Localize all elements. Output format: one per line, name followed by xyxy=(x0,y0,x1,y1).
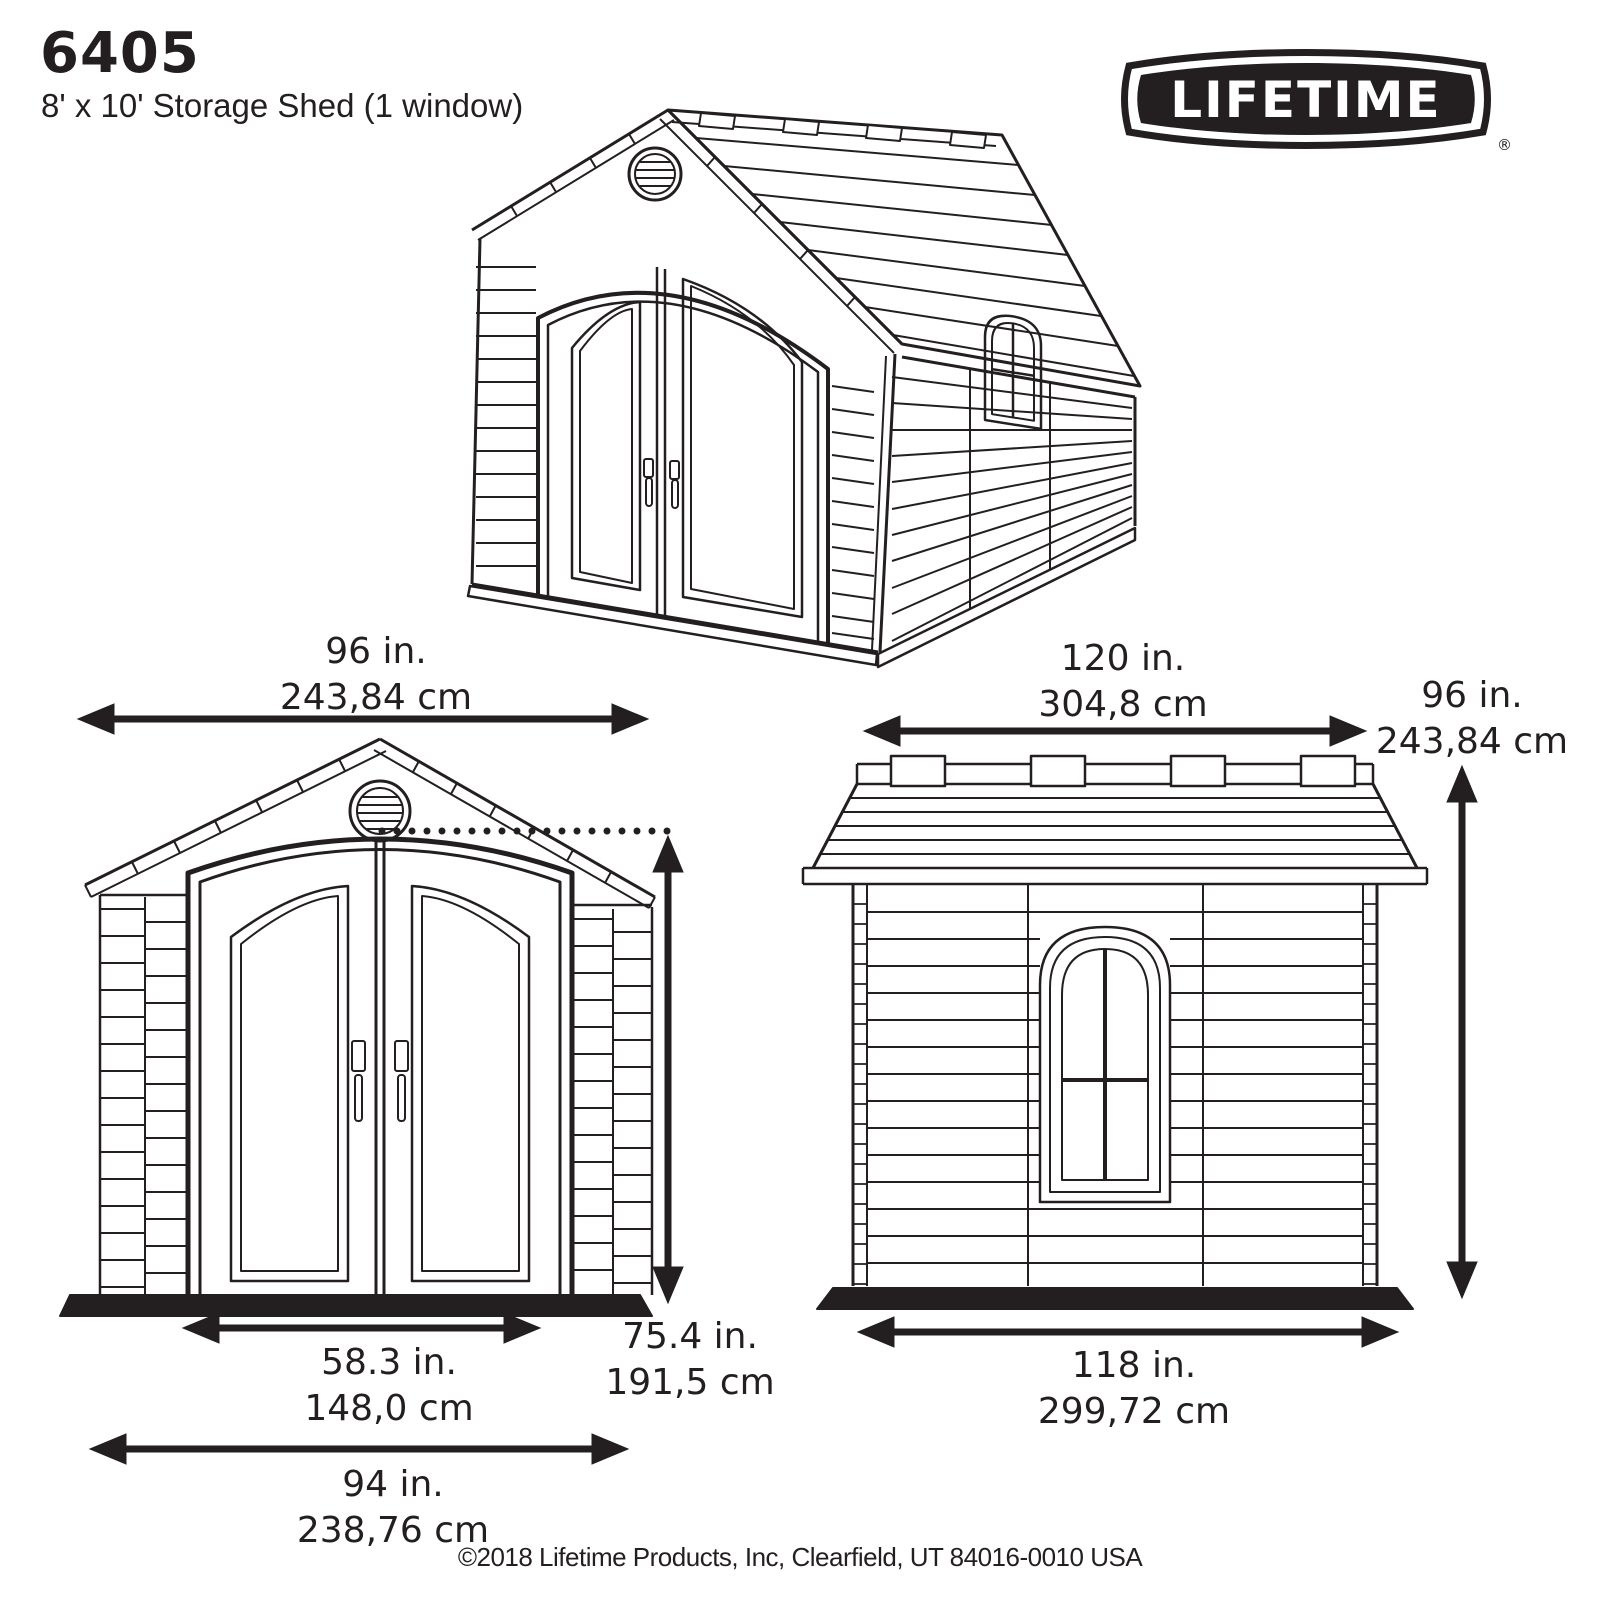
dim-overall-height xyxy=(1376,673,1568,765)
dim-side-base-length-metric: 299,72 cm xyxy=(1037,1391,1231,1432)
product-subtitle: 8' x 10' Storage Shed (1 window) xyxy=(41,87,524,124)
dim-overall-height-imperial: 96 in. xyxy=(1421,675,1523,716)
dim-front-base-width xyxy=(297,1462,489,1554)
dim-front-width-metric: 243,84 cm xyxy=(279,677,473,718)
front-base-width-arrow xyxy=(90,1434,628,1464)
dim-side-length-imperial: 120 in. xyxy=(1060,638,1186,679)
dim-overall-height-metric: 243,84 cm xyxy=(1375,721,1569,762)
dim-side-base-length-imperial: 118 in. xyxy=(1071,1345,1197,1386)
dim-door-height-metric: 191,5 cm xyxy=(605,1362,775,1403)
dim-front-base-width-metric: 238,76 cm xyxy=(296,1510,490,1551)
copyright-line: ©2018 Lifetime Products, Inc, Clearfield, UT 84016-0010 USA xyxy=(457,1542,1143,1572)
dim-side-base-length xyxy=(1038,1343,1230,1435)
dim-side-length-metric: 304,8 cm xyxy=(1038,684,1208,725)
model-number: 6405 xyxy=(40,21,200,86)
dim-front-width-imperial: 96 in. xyxy=(325,631,427,672)
overall-height-arrow xyxy=(1447,766,1477,1298)
dim-door-height-imperial: 75.4 in. xyxy=(622,1316,758,1357)
dim-front-base-width-imperial: 94 in. xyxy=(342,1464,444,1505)
registered-mark: ® xyxy=(1497,136,1512,154)
dim-door-width-imperial: 58.3 in. xyxy=(321,1342,457,1383)
dim-door-height xyxy=(605,1314,774,1406)
door-height-arrow xyxy=(653,836,683,1303)
brand-text: LIFETIME xyxy=(1170,71,1442,129)
dim-side-length xyxy=(1038,636,1207,728)
door-width-arrow xyxy=(183,1313,540,1343)
dim-door-width xyxy=(304,1340,473,1432)
dim-door-width-metric: 148,0 cm xyxy=(304,1388,474,1429)
dim-front-width xyxy=(280,629,472,721)
